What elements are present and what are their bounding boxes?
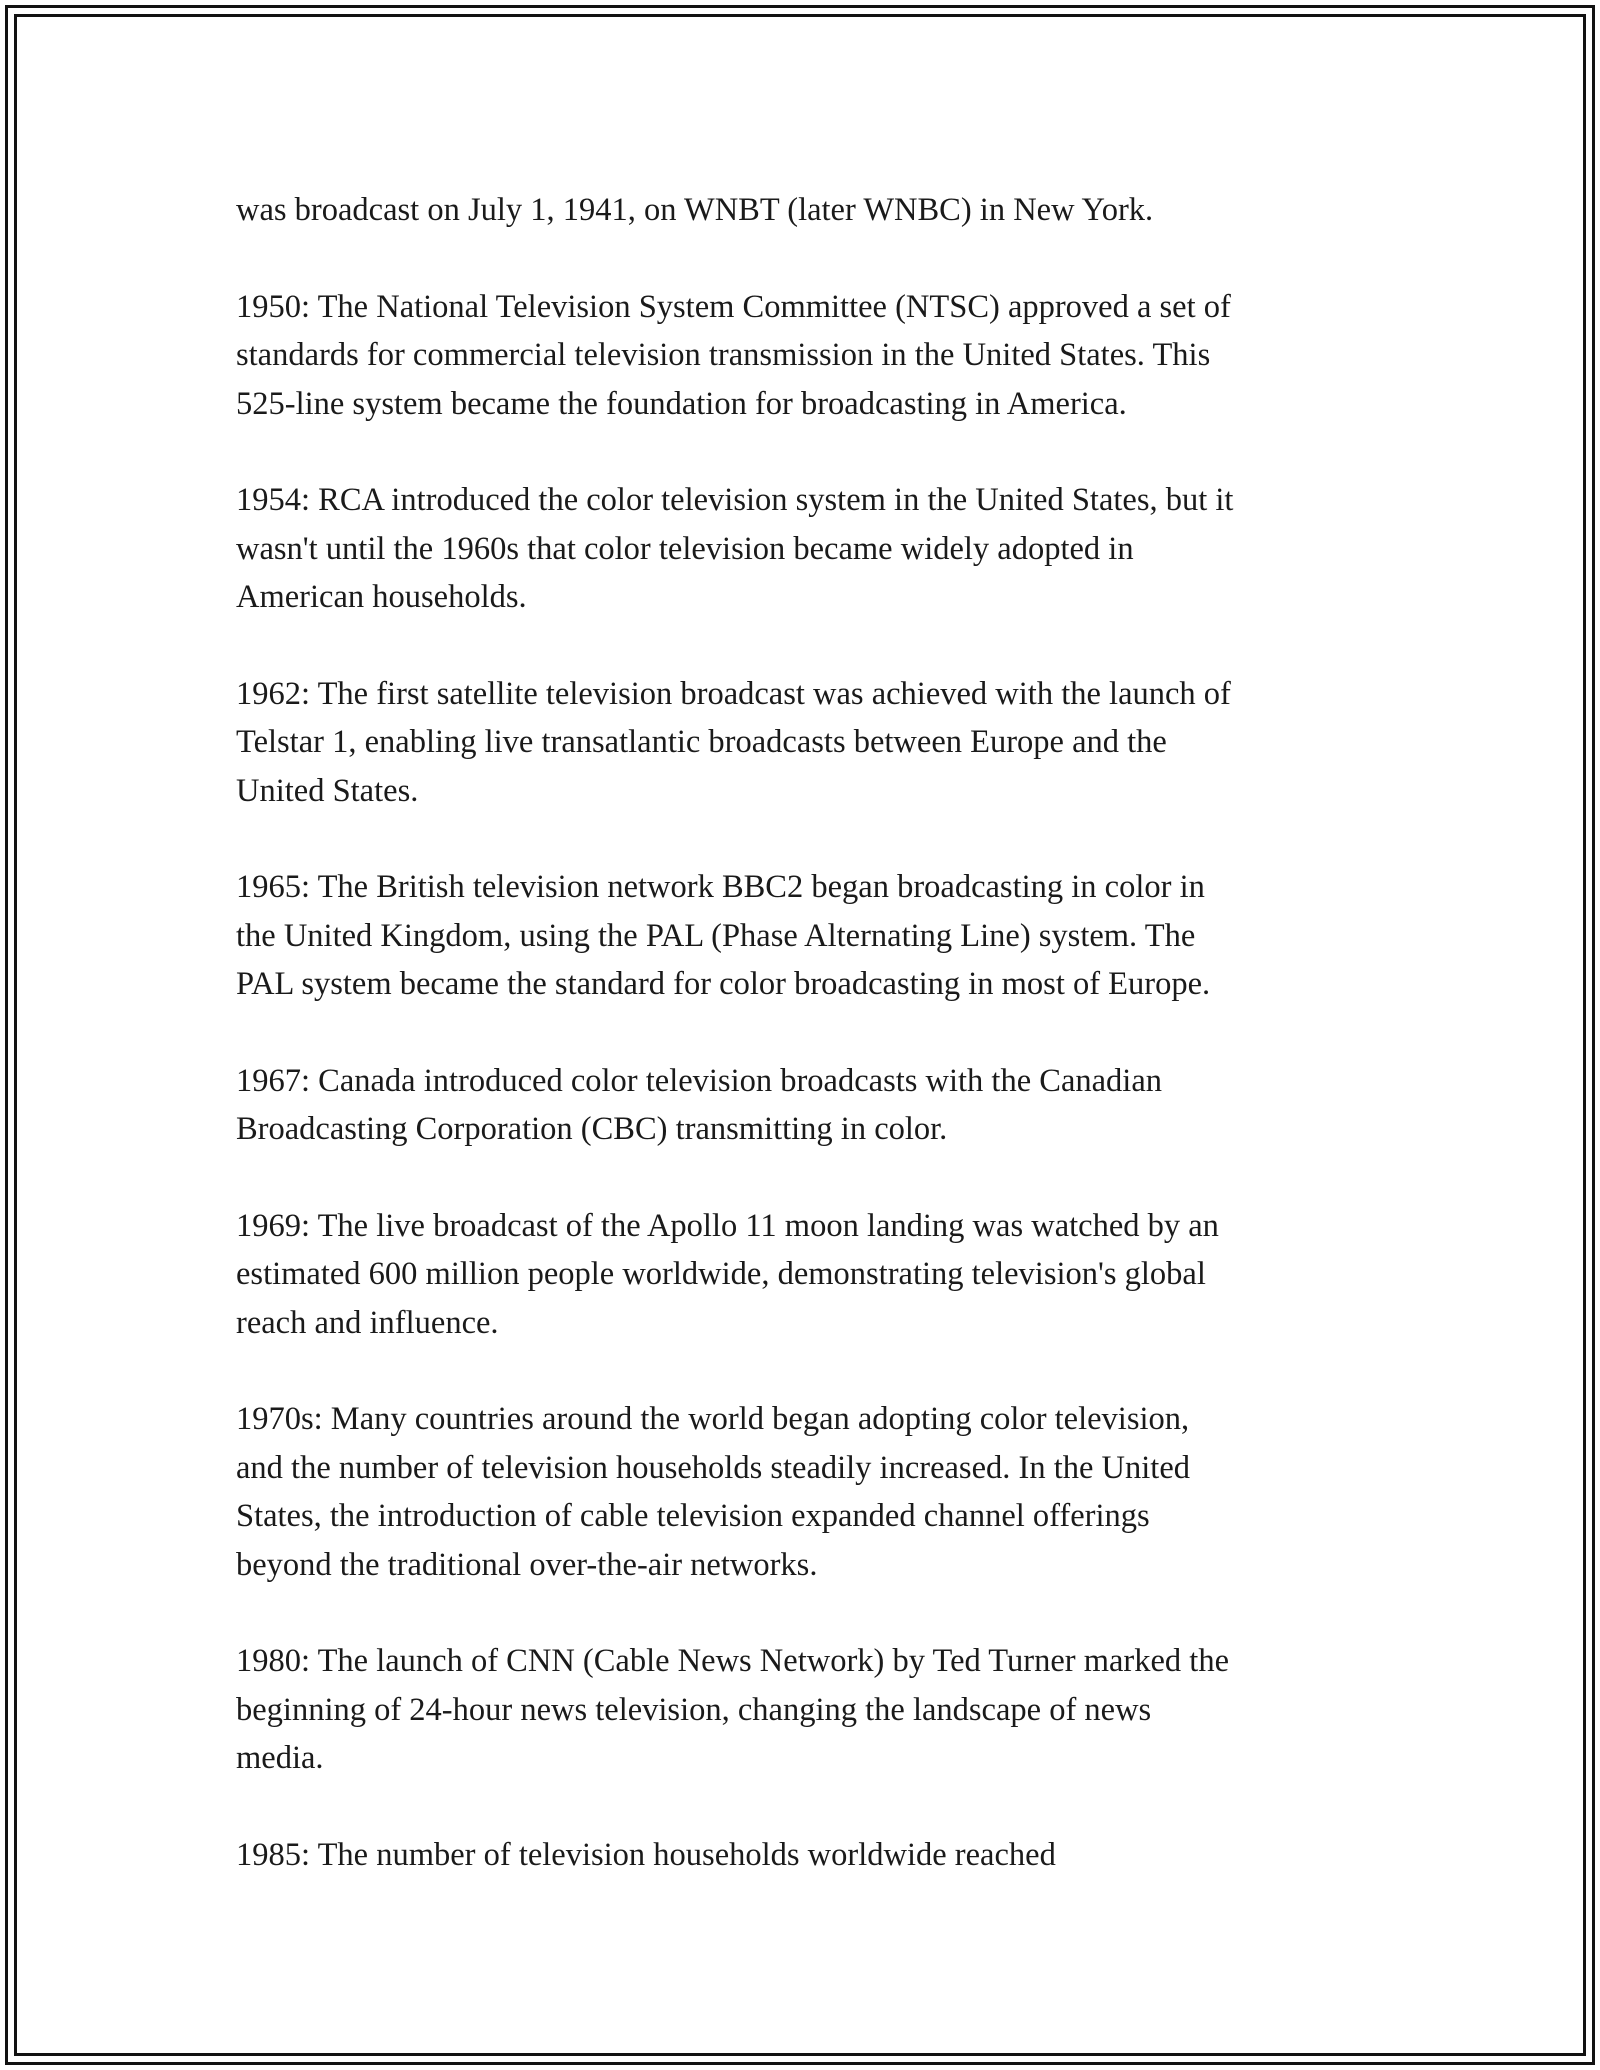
paragraph-1985: 1985: The number of television households worldwide reached [236,1836,1056,1873]
paragraph-1954: 1954: RCA introduced the color television system in the United States, but it wasn't until the 1960s that color television became widely adopted in American households. [236,482,1234,615]
document-body [236,186,1386,1927]
paragraph-1967: 1967: Canada introduced color television broadcasts with the Canadian Broadcasting Corporation (CBC) transmitting in color. [236,1062,1162,1147]
paragraph-1970s: 1970s: Many countries around the world began adopting color television, and the number of television households steadily increased. In the United States, the introduction of cable television expanded channel offerings beyond the traditional over-the-air networks. [236,1401,1190,1583]
paragraph-1950: 1950: The National Television System Committee (NTSC) approved a set of standards for commercial television transmission in the United States. This 525-line system became the foundation for broadcasting in America. [236,288,1231,422]
paragraph-1965: 1965: The British television network BBC2 began broadcasting in color in the United Kingdom, using the PAL (Phase Alternating Line) system. The PAL system became the standard for color broadcasting in most of Europe. [236,869,1211,1002]
paragraph-1980: 1980: The launch of CNN (Cable News Network) by Ted Turner marked the beginning of 24-hour news television, changing the landscape of news media. [236,1643,1229,1776]
paragraph-1969: 1969: The live broadcast of the Apollo 11 moon landing was watched by an estimated 600 million people worldwide, demonstrating television's global reach and influence. [236,1207,1219,1341]
paragraph-1962: 1962: The first satellite television broadcast was achieved with the launch of Telstar 1, enabling live transatlantic broadcasts between Europe and the United States. [236,675,1231,809]
paragraph-wnbt-continuation: was broadcast on July 1, 1941, on WNBT (later WNBC) in New York. [236,192,1154,228]
